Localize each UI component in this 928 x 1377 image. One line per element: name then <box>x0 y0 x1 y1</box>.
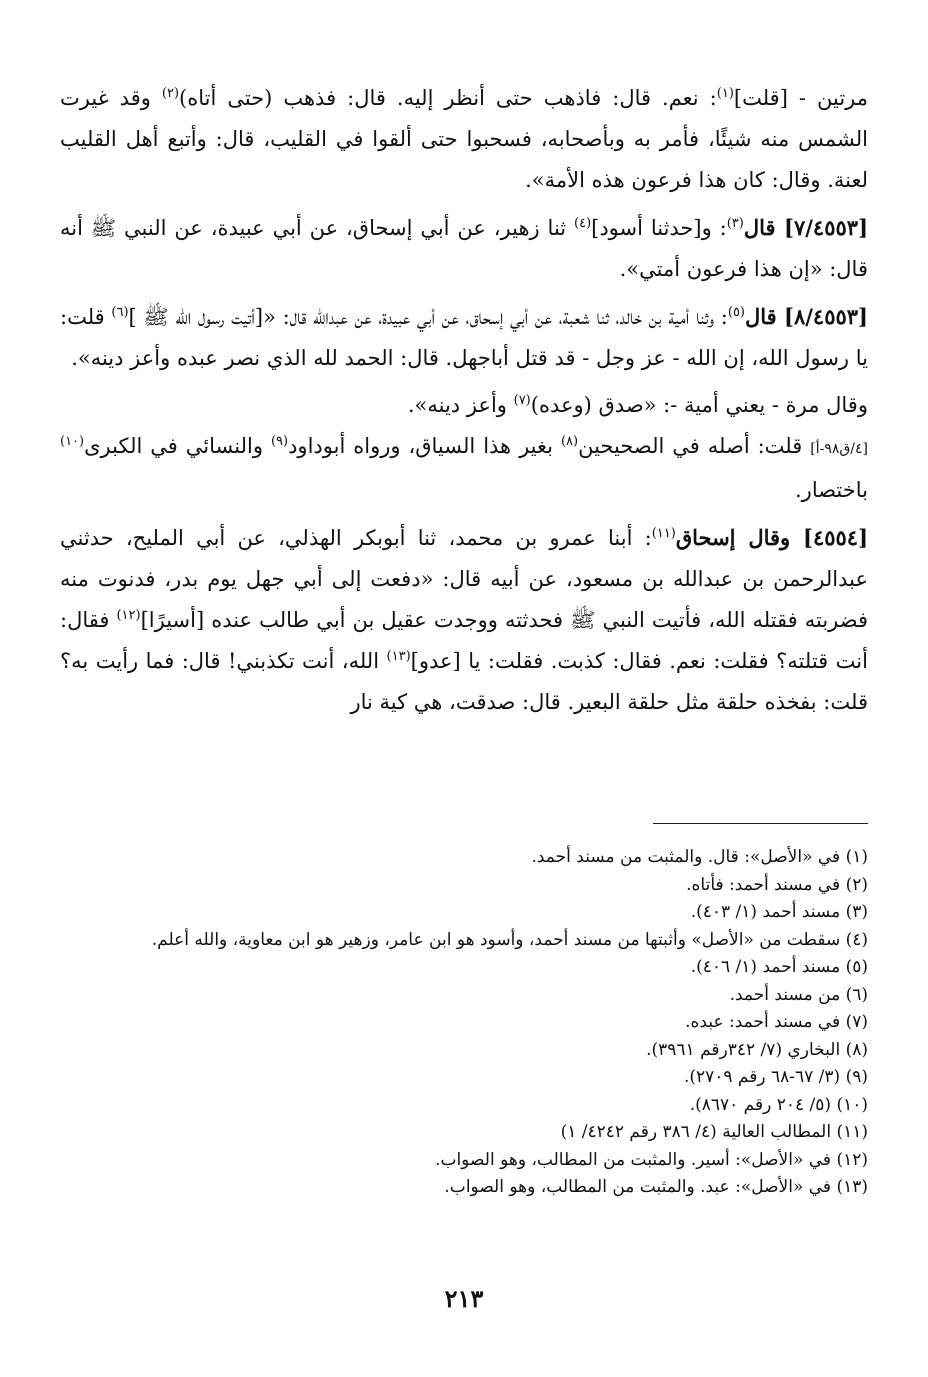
footnote-6: (٦) من مسند أحمد. <box>729 984 868 1005</box>
footnote-ref[interactable]: (١١) <box>651 526 676 541</box>
paragraph-3 <box>60 296 868 379</box>
text-run: مرتين - [قلت] <box>733 86 869 110</box>
footnote-13: (١٣) في «الأصل»: عبد. والمثبت من المطالب، وهو الصواب. <box>444 1177 868 1197</box>
footnote-ref[interactable]: (١٢) <box>116 608 141 623</box>
footnote-ref[interactable]: (٤) <box>574 216 592 231</box>
text-run: وقال مرة - يعني أمية -: «صدق (وعده) <box>530 393 868 417</box>
footnote-2: (٢) في مسند أحمد: فأتاه. <box>686 874 868 895</box>
text-run: فقال: أنت قتلته؟ فقلت: نعم. فقال: كذبت. فقلت: يا [عدو] <box>60 608 868 673</box>
footnote-ref[interactable]: (١) <box>716 86 734 101</box>
footnote-10: (١٠) (٥/ ٢٠٤ رقم ٨٦٧٠). <box>689 1094 868 1115</box>
footnote-ref[interactable]: (٢) <box>161 86 180 101</box>
text-run: ثنا زهير، عن أبي إسحاق، عن أبي عبيدة، عن النبي ﷺ أنه قال: «إن هذا فرعون أمتي». <box>60 216 868 281</box>
footnote-12: (١٢) في «الأصل»: أسير. والمثبت من المطالب، وهو الصواب. <box>435 1149 868 1170</box>
paragraph-4 <box>60 385 868 426</box>
text-run: : نعم. قال: فاذهب حتى أنظر إليه. قال: فذهب (حتى أتاه) <box>179 86 717 110</box>
footnote-7: (٧) في مسند أحمد: عبده. <box>685 1012 868 1032</box>
text-run: : أبنا عمرو بن محمد، ثنا أبوبكر الهذلي، عن أبي المليح، حدثني عبدالرحمن بن عبدالله بن مسعود، عن أبيه قال: «دفعت إلى أبي جهل يوم بدر، فدنوت منه فضربته فقتله الله، فأتيت النبي ﷺ فحدثته ووجدت عقيل بن أبي طالب عنده [أسيرًا] <box>60 526 869 632</box>
footnote-ref[interactable]: (١٠) <box>60 434 85 449</box>
text-run: والنسائي في الكبرى <box>84 434 271 458</box>
text-run: بغير هذا السياق، ورواه أبوداود <box>288 434 561 458</box>
paragraph-5 <box>60 426 868 511</box>
paragraph-1 <box>60 78 868 201</box>
hadith-number: [٧/٤٥٥٣] قال <box>743 215 868 240</box>
footnote-3: (٣) مسند أحمد (١/ ٤٠٣). <box>690 902 868 922</box>
footnote-ref[interactable]: (٦) <box>111 305 129 320</box>
footnote-ref[interactable]: (١٣) <box>386 649 411 664</box>
footnote-4: (٤) سقطت من «الأصل» وأثبتها من مسند أحمد، وأسود هو ابن عامر، وزهير هو ابن معاوية، والله أعلم. <box>151 929 868 950</box>
footnote-9: (٩) (٣/ ٦٧-٦٨ رقم ٢٧٠٩). <box>683 1067 868 1087</box>
hadith-number: [٤٥٥٤] وقال إسحاق <box>675 525 868 550</box>
paragraph-2 <box>60 207 868 290</box>
text-run: وقد غيرت الشمس منه شيئًا، فأمر به وبأصحابه، فسحبوا حتى ألقوا في القليب، قال: وأتبع أهل القليب لعنة. وقال: كان هذا فرعون هذه الأمة». <box>60 86 868 192</box>
footnote-8: (٨) البخاري (٧/ ٣٤٢رقم ٣٩٦١). <box>646 1039 868 1060</box>
footnote-5: (٥) مسند أحمد (١/ ٤٠٦). <box>690 957 868 977</box>
footnote-ref[interactable]: (٧) <box>513 393 531 408</box>
manuscript-ref: [٤/ق٩٨-أ] <box>810 441 868 457</box>
footnotes <box>60 844 868 1202</box>
footnote-ref[interactable]: (٩) <box>270 434 289 449</box>
footnote-ref[interactable]: (٨) <box>560 434 579 449</box>
footnote-1: (١) في «الأصل»: قال. والمثبت من مسند أحمد. <box>531 847 868 867</box>
footnote-11: (١١) المطالب العالية (٤/ ٣٨٦ رقم ٤٢٤٢/ ١) <box>560 1122 868 1142</box>
text-run: قلت: يا رسول الله، إن الله - عز وجل - قد قتل أباجهل. قال: الحمد لله الذي نصر عبده وأعز دينه». <box>60 305 868 370</box>
text-run: : و[حدثنا أسود] <box>591 216 727 240</box>
paragraph-6 <box>60 517 868 723</box>
footnote-ref[interactable]: (٥) <box>727 305 745 320</box>
hadith-number: [٨/٤٥٥٣] قال <box>745 304 868 329</box>
footnote-ref[interactable]: (٣) <box>726 216 744 231</box>
page-number: ٢١٣ <box>444 1284 484 1313</box>
main-text <box>60 78 868 723</box>
text-run: باختصار. <box>795 478 868 502</box>
page <box>60 78 868 1377</box>
text-run: الله، أنت تكذبني! قال: فما رأيت به؟ قلت: بفخذه حلقة مثل حلقة البعير. قال: صدقت، هي كية نار <box>60 649 868 714</box>
footnote-separator <box>653 823 868 824</box>
text-run: : وثنا أمية بن خالد، ثنا شعبة، عن أبي إسحاق، عن أبي عبيدة، عن عبدالله قال: «[أتيت رسول الله ﷺ ] <box>128 305 728 329</box>
text-run: وأعز دينه». <box>407 393 514 417</box>
text-run: قلت: أصله في الصحيحين <box>578 434 811 458</box>
